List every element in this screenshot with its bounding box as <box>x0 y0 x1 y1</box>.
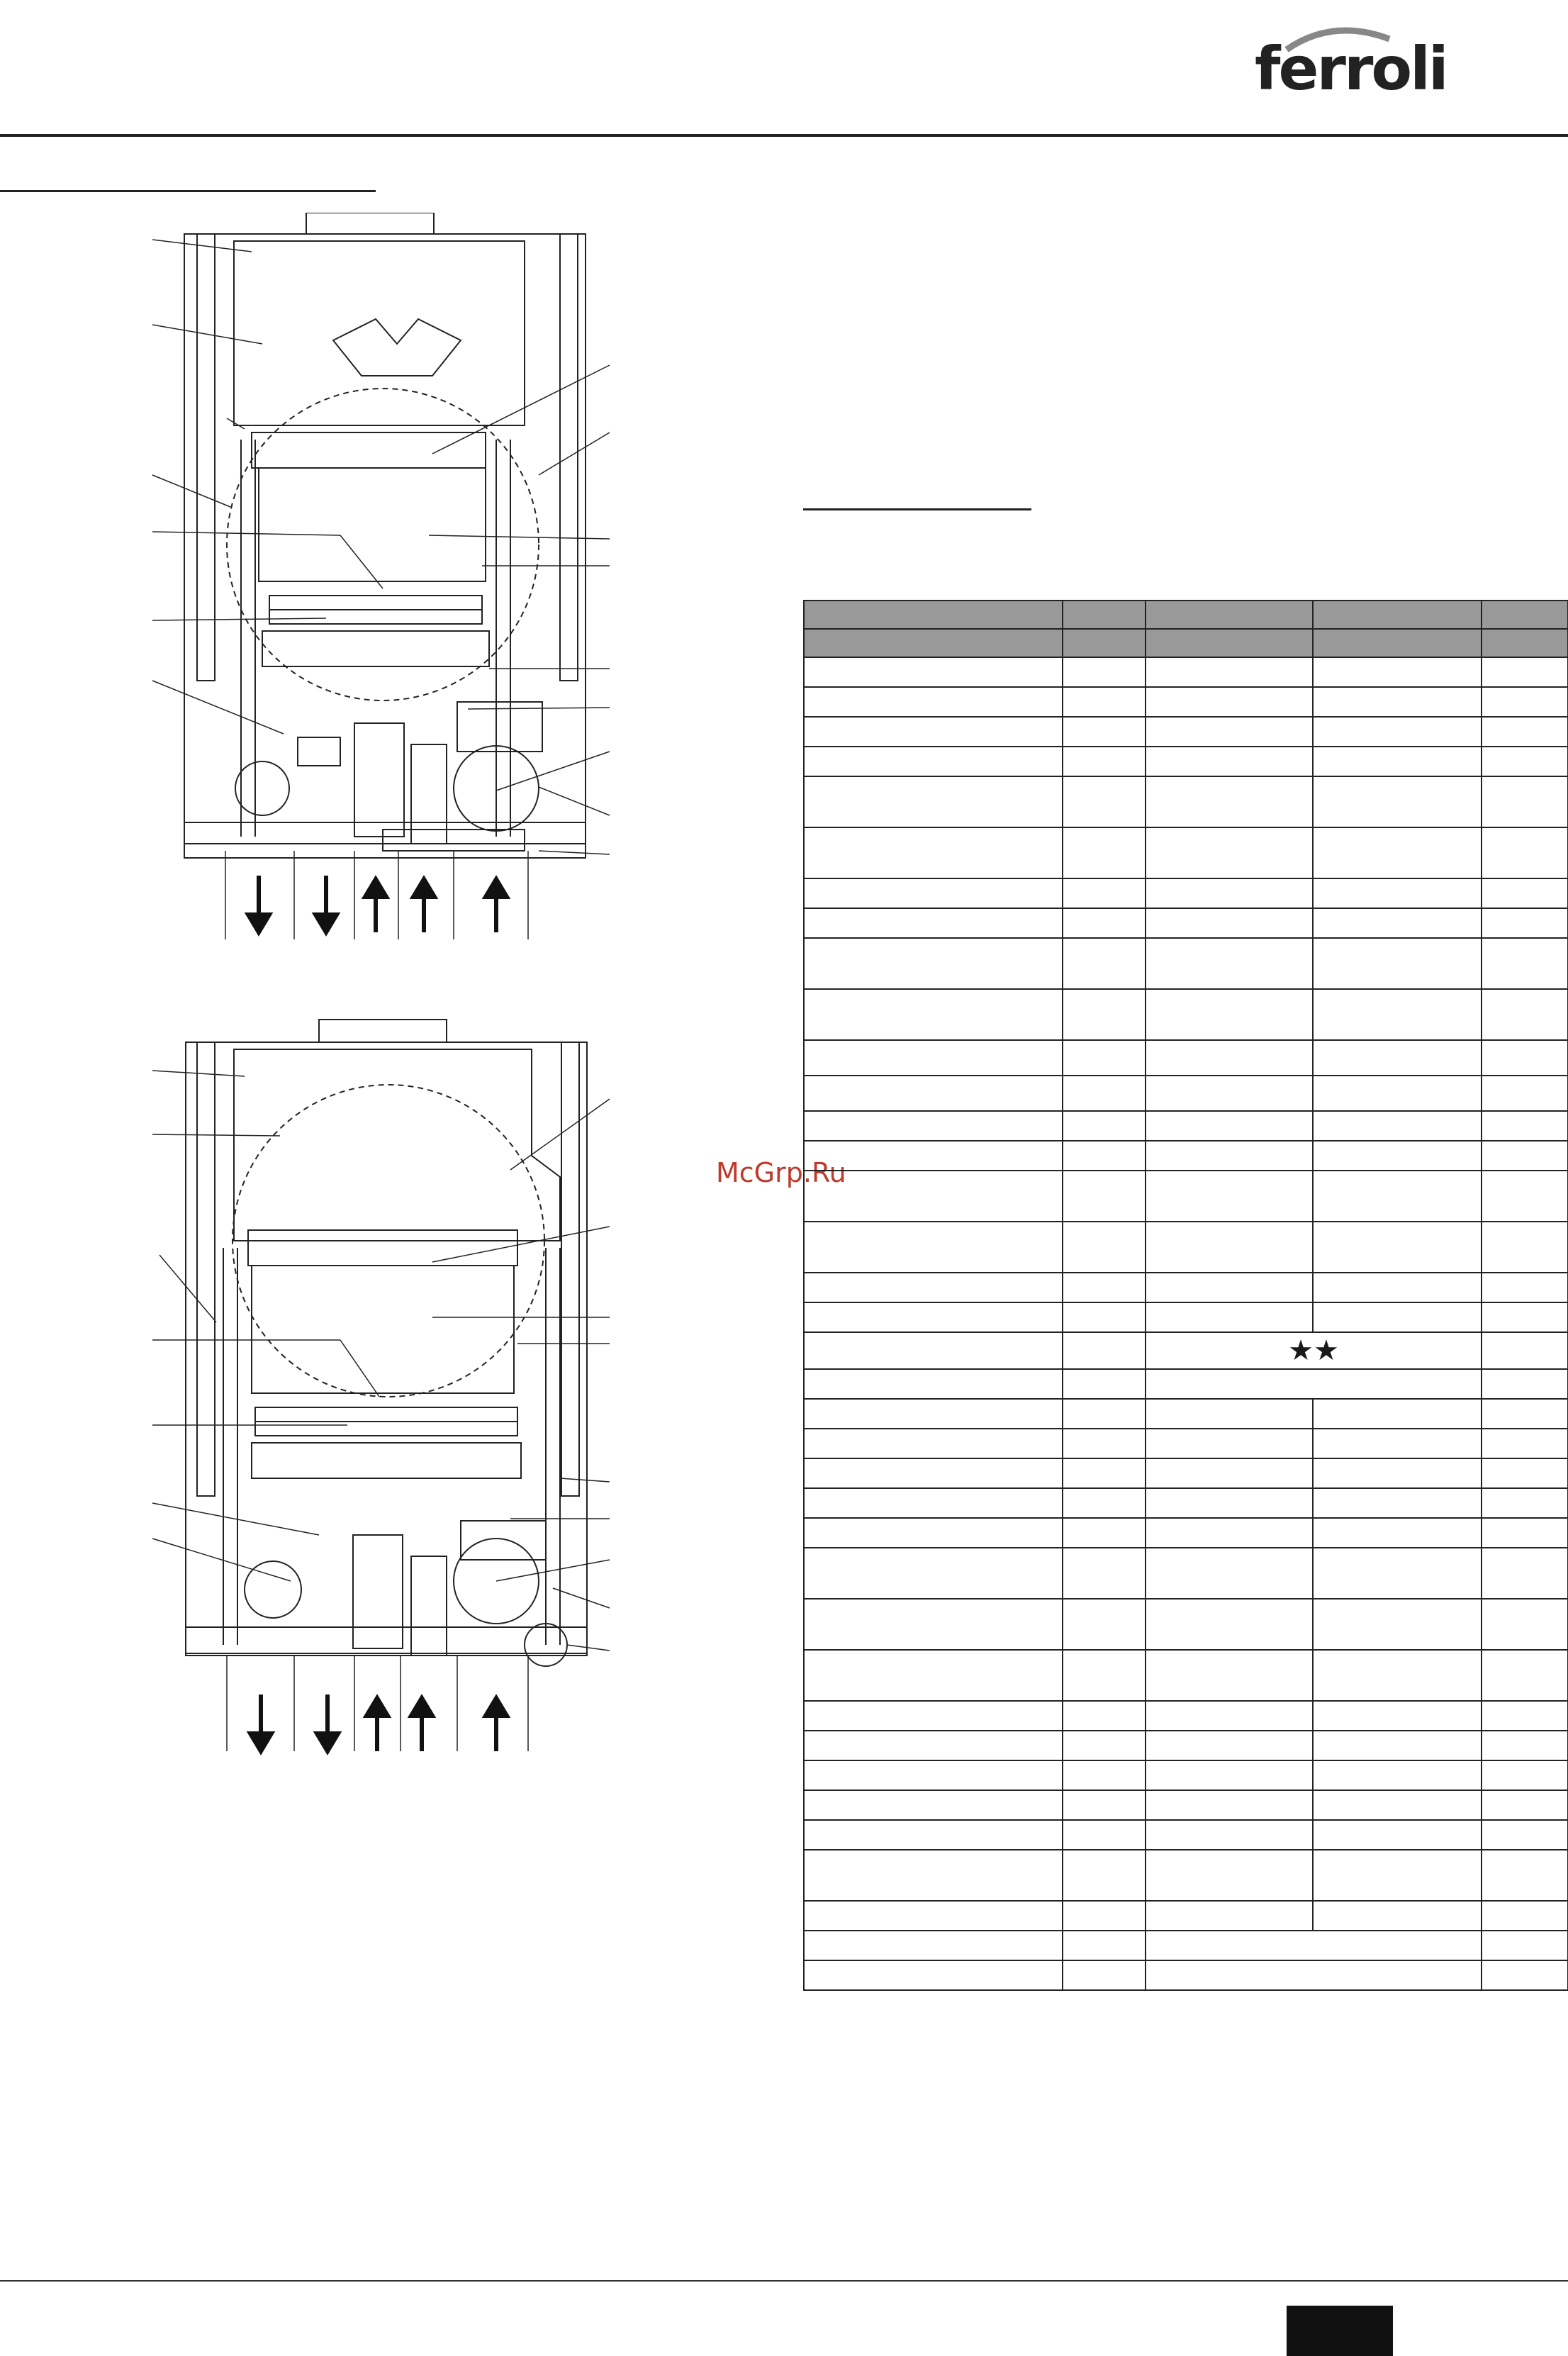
table-cell <box>804 1273 1063 1302</box>
table-cell <box>1146 1650 1313 1701</box>
table-cell <box>1063 878 1146 908</box>
table-cell <box>1063 989 1146 1040</box>
table-row <box>804 629 1568 657</box>
table-cell <box>1313 1458 1482 1488</box>
table-cell <box>804 1399 1063 1429</box>
table-cell <box>1146 1850 1313 1901</box>
table-cell <box>1482 629 1568 657</box>
table-cell <box>804 1850 1063 1901</box>
table-cell <box>1313 1273 1482 1302</box>
table-cell <box>1313 1701 1482 1731</box>
table-cell <box>1146 1171 1313 1222</box>
table-cell <box>1146 1548 1313 1599</box>
table-cell <box>804 1040 1063 1076</box>
table-cell <box>1146 657 1313 687</box>
table-row <box>804 878 1568 908</box>
table-cell <box>1146 1222 1313 1273</box>
table-cell <box>1482 1960 1568 1990</box>
table-cell <box>1146 1369 1482 1399</box>
table-cell <box>1482 989 1568 1040</box>
table-row <box>804 1429 1568 1458</box>
table-cell <box>1482 908 1568 938</box>
table-cell <box>1482 1650 1568 1701</box>
table-cell <box>804 629 1063 657</box>
table-cell <box>1313 1548 1482 1599</box>
table-cell <box>1146 1488 1313 1518</box>
table-cell <box>1063 1760 1146 1790</box>
table-cell <box>1482 601 1568 629</box>
table-cell <box>1146 1960 1482 1990</box>
table-cell <box>804 1820 1063 1850</box>
boiler-diagram-bottom <box>0 1014 638 1765</box>
table-cell <box>1482 1488 1568 1518</box>
table-cell <box>1313 1650 1482 1701</box>
table-row <box>804 1222 1568 1273</box>
table-cell <box>804 1760 1063 1790</box>
table-cell <box>1482 1076 1568 1111</box>
table-row <box>804 1548 1568 1599</box>
table-cell <box>1482 1548 1568 1599</box>
table-cell <box>804 1790 1063 1820</box>
table-cell <box>1313 629 1482 657</box>
table-cell <box>804 1548 1063 1599</box>
table-cell <box>1482 1518 1568 1548</box>
table-cell <box>804 1650 1063 1701</box>
table-cell <box>1146 687 1313 717</box>
footer-rule <box>0 2280 1568 2282</box>
table-cell <box>1313 1518 1482 1548</box>
table-row <box>804 1171 1568 1222</box>
table-row <box>804 1302 1568 1332</box>
table-cell <box>804 1960 1063 1990</box>
table-cell <box>1146 1399 1313 1429</box>
table-cell <box>1482 1111 1568 1141</box>
table-cell <box>1146 1820 1313 1850</box>
table-cell <box>1313 687 1482 717</box>
table-cell <box>804 827 1063 878</box>
table-cell <box>1063 1548 1146 1599</box>
table-cell <box>1313 1429 1482 1458</box>
table-cell <box>1146 827 1313 878</box>
table-cell <box>1313 1760 1482 1790</box>
table-cell <box>1146 1040 1313 1076</box>
table-cell <box>1482 1850 1568 1901</box>
table-cell <box>804 1488 1063 1518</box>
table-cell <box>1063 1850 1146 1901</box>
table-cell <box>1482 1790 1568 1820</box>
table-cell <box>1313 1790 1482 1820</box>
table-cell <box>1313 1111 1482 1141</box>
table-cell <box>1482 1302 1568 1332</box>
table-cell <box>1313 1141 1482 1171</box>
table-title-rule <box>803 508 1031 510</box>
table-cell <box>1313 989 1482 1040</box>
table-cell <box>1313 1820 1482 1850</box>
table-cell <box>1313 1901 1482 1931</box>
table-cell <box>804 1731 1063 1760</box>
table-cell <box>1063 1599 1146 1650</box>
table-row <box>804 1599 1568 1650</box>
table-cell <box>1063 629 1146 657</box>
table-cell <box>1313 1302 1482 1332</box>
technical-data-table <box>803 600 1568 1991</box>
table-cell <box>804 989 1063 1040</box>
table-cell <box>1146 1076 1313 1111</box>
table-cell <box>804 1901 1063 1931</box>
table-row <box>804 938 1568 989</box>
table-cell <box>1063 1429 1146 1458</box>
table-row <box>804 1931 1568 1960</box>
table-cell <box>1063 1040 1146 1076</box>
table-cell <box>1313 1850 1482 1901</box>
table-cell <box>804 1302 1063 1332</box>
table-cell <box>1482 717 1568 747</box>
table-row <box>804 1820 1568 1850</box>
table-cell <box>804 1369 1063 1399</box>
table-cell <box>1482 747 1568 776</box>
table-row <box>804 1399 1568 1429</box>
table-cell <box>1313 1040 1482 1076</box>
table-cell <box>1063 908 1146 938</box>
table-cell <box>1146 747 1313 776</box>
header-rule <box>0 134 1568 137</box>
table-row <box>804 601 1568 629</box>
table-row <box>804 1790 1568 1820</box>
table-cell <box>1482 1931 1568 1960</box>
table-cell <box>1482 1820 1568 1850</box>
table-cell <box>1063 717 1146 747</box>
table-cell <box>1482 1429 1568 1458</box>
table-cell <box>804 776 1063 827</box>
table-row <box>804 1960 1568 1990</box>
table-cell <box>1313 717 1482 747</box>
table-row <box>804 1901 1568 1931</box>
table-row <box>804 687 1568 717</box>
table-cell <box>1146 1701 1313 1731</box>
table-cell <box>1063 1518 1146 1548</box>
table-cell <box>804 878 1063 908</box>
table-cell <box>1313 938 1482 989</box>
table-cell <box>804 601 1063 629</box>
table-cell <box>1482 1332 1568 1369</box>
table-cell <box>1482 687 1568 717</box>
table-cell <box>804 938 1063 989</box>
table-cell <box>1063 827 1146 878</box>
table-cell <box>804 1429 1063 1458</box>
table-cell <box>1063 1458 1146 1488</box>
table-cell <box>804 657 1063 687</box>
table-cell <box>804 1222 1063 1273</box>
table-row <box>804 1850 1568 1901</box>
table-cell <box>1063 1111 1146 1141</box>
table-cell <box>1482 1040 1568 1076</box>
table-cell <box>1313 1222 1482 1273</box>
table-cell <box>1482 1731 1568 1760</box>
table-cell <box>1313 1599 1482 1650</box>
table-cell <box>1313 1731 1482 1760</box>
table-cell <box>1313 747 1482 776</box>
table-cell <box>804 1931 1063 1960</box>
table-cell <box>1313 1399 1482 1429</box>
table-cell <box>1146 776 1313 827</box>
brand-name: ferroli <box>1255 34 1447 104</box>
table-row <box>804 776 1568 827</box>
table-cell <box>804 1701 1063 1731</box>
table-cell <box>1063 1488 1146 1518</box>
table-cell <box>1063 1820 1146 1850</box>
table-cell <box>1063 1222 1146 1273</box>
table-cell <box>1482 1273 1568 1302</box>
table-cell <box>804 1458 1063 1488</box>
table-row <box>804 1488 1568 1518</box>
table-row <box>804 657 1568 687</box>
table-cell <box>1063 687 1146 717</box>
table-cell <box>1146 1731 1313 1760</box>
table-row <box>804 1650 1568 1701</box>
table-cell <box>1482 1171 1568 1222</box>
table-cell <box>1482 827 1568 878</box>
table-cell <box>1063 1273 1146 1302</box>
table-cell <box>1063 1369 1146 1399</box>
table-cell <box>1313 878 1482 908</box>
table-row <box>804 1273 1568 1302</box>
table-cell <box>1146 1458 1313 1488</box>
table-row <box>804 1076 1568 1111</box>
table-cell <box>1146 1518 1313 1548</box>
table-cell <box>804 908 1063 938</box>
table-cell <box>1482 657 1568 687</box>
table-cell <box>804 1076 1063 1111</box>
table-cell <box>1313 657 1482 687</box>
table-cell <box>1146 908 1313 938</box>
table-cell <box>1146 629 1313 657</box>
table-cell <box>1482 1369 1568 1399</box>
table-row <box>804 989 1568 1040</box>
table-cell <box>1063 1302 1146 1332</box>
table-cell <box>1146 1760 1313 1790</box>
table-row <box>804 747 1568 776</box>
table-row <box>804 1518 1568 1548</box>
table-row <box>804 1731 1568 1760</box>
table-cell <box>1063 1731 1146 1760</box>
table-cell <box>1063 1960 1146 1990</box>
table-row <box>804 827 1568 878</box>
table-cell <box>1146 1429 1313 1458</box>
table-cell <box>1313 776 1482 827</box>
table-cell <box>1063 1399 1146 1429</box>
table-cell <box>1063 1141 1146 1171</box>
table-cell <box>804 1599 1063 1650</box>
table-row <box>804 1760 1568 1790</box>
table-row <box>804 1141 1568 1171</box>
table-row <box>804 1369 1568 1399</box>
table-cell <box>1482 1901 1568 1931</box>
table-cell <box>804 1141 1063 1171</box>
table-cell <box>804 717 1063 747</box>
table-cell <box>1063 657 1146 687</box>
table-row <box>804 1458 1568 1488</box>
watermark-text: McGrp.Ru <box>716 1157 846 1188</box>
table-cell <box>1313 601 1482 629</box>
table-cell: ★★ <box>1146 1332 1482 1369</box>
table-row <box>804 717 1568 747</box>
table-cell <box>1482 1458 1568 1488</box>
table-cell <box>1063 1650 1146 1701</box>
table-cell <box>804 687 1063 717</box>
table-cell <box>1063 1171 1146 1222</box>
table-cell <box>1313 1076 1482 1111</box>
table-cell <box>1146 1111 1313 1141</box>
table-cell <box>1146 1599 1313 1650</box>
table-cell <box>1146 601 1313 629</box>
table-cell <box>1146 1302 1313 1332</box>
table-cell <box>804 1332 1063 1369</box>
table-cell <box>804 1171 1063 1222</box>
table-cell <box>1482 1141 1568 1171</box>
table-cell <box>1146 1141 1313 1171</box>
ferroli-logo <box>1255 21 1447 106</box>
table-cell <box>1063 1901 1146 1931</box>
table-cell <box>1482 776 1568 827</box>
table-cell <box>1313 908 1482 938</box>
table-cell <box>1482 1399 1568 1429</box>
section-title-rule <box>0 190 376 192</box>
table-cell <box>804 1111 1063 1141</box>
table-cell <box>1063 1076 1146 1111</box>
table-cell <box>1063 601 1146 629</box>
page-number-box <box>1287 2306 1393 2356</box>
table-cell <box>1482 1222 1568 1273</box>
table-cell <box>1146 1901 1313 1931</box>
table-cell <box>1063 1332 1146 1369</box>
table-cell <box>1146 989 1313 1040</box>
table-cell <box>1313 1171 1482 1222</box>
table-cell <box>1482 878 1568 908</box>
table-cell <box>804 1518 1063 1548</box>
table-cell <box>1063 1931 1146 1960</box>
table-cell <box>1063 776 1146 827</box>
table-cell <box>1063 1790 1146 1820</box>
table-cell <box>1063 938 1146 989</box>
table-cell <box>1313 827 1482 878</box>
table-cell <box>1313 1488 1482 1518</box>
table-cell <box>1146 938 1313 989</box>
table-cell <box>1482 1599 1568 1650</box>
table-row <box>804 1701 1568 1731</box>
table-cell <box>1482 1701 1568 1731</box>
table-cell <box>1146 1273 1313 1302</box>
table-cell <box>1146 717 1313 747</box>
table-cell <box>1063 747 1146 776</box>
table-cell <box>1482 938 1568 989</box>
boiler-diagram-top <box>0 213 638 950</box>
table-row <box>804 1332 1568 1369</box>
table-cell <box>1063 1701 1146 1731</box>
table-cell <box>804 747 1063 776</box>
table-row <box>804 908 1568 938</box>
table-row <box>804 1111 1568 1141</box>
table-cell <box>1482 1760 1568 1790</box>
table-cell <box>1146 1790 1313 1820</box>
table-row <box>804 1040 1568 1076</box>
table-cell <box>1146 878 1313 908</box>
table-cell <box>1146 1931 1482 1960</box>
